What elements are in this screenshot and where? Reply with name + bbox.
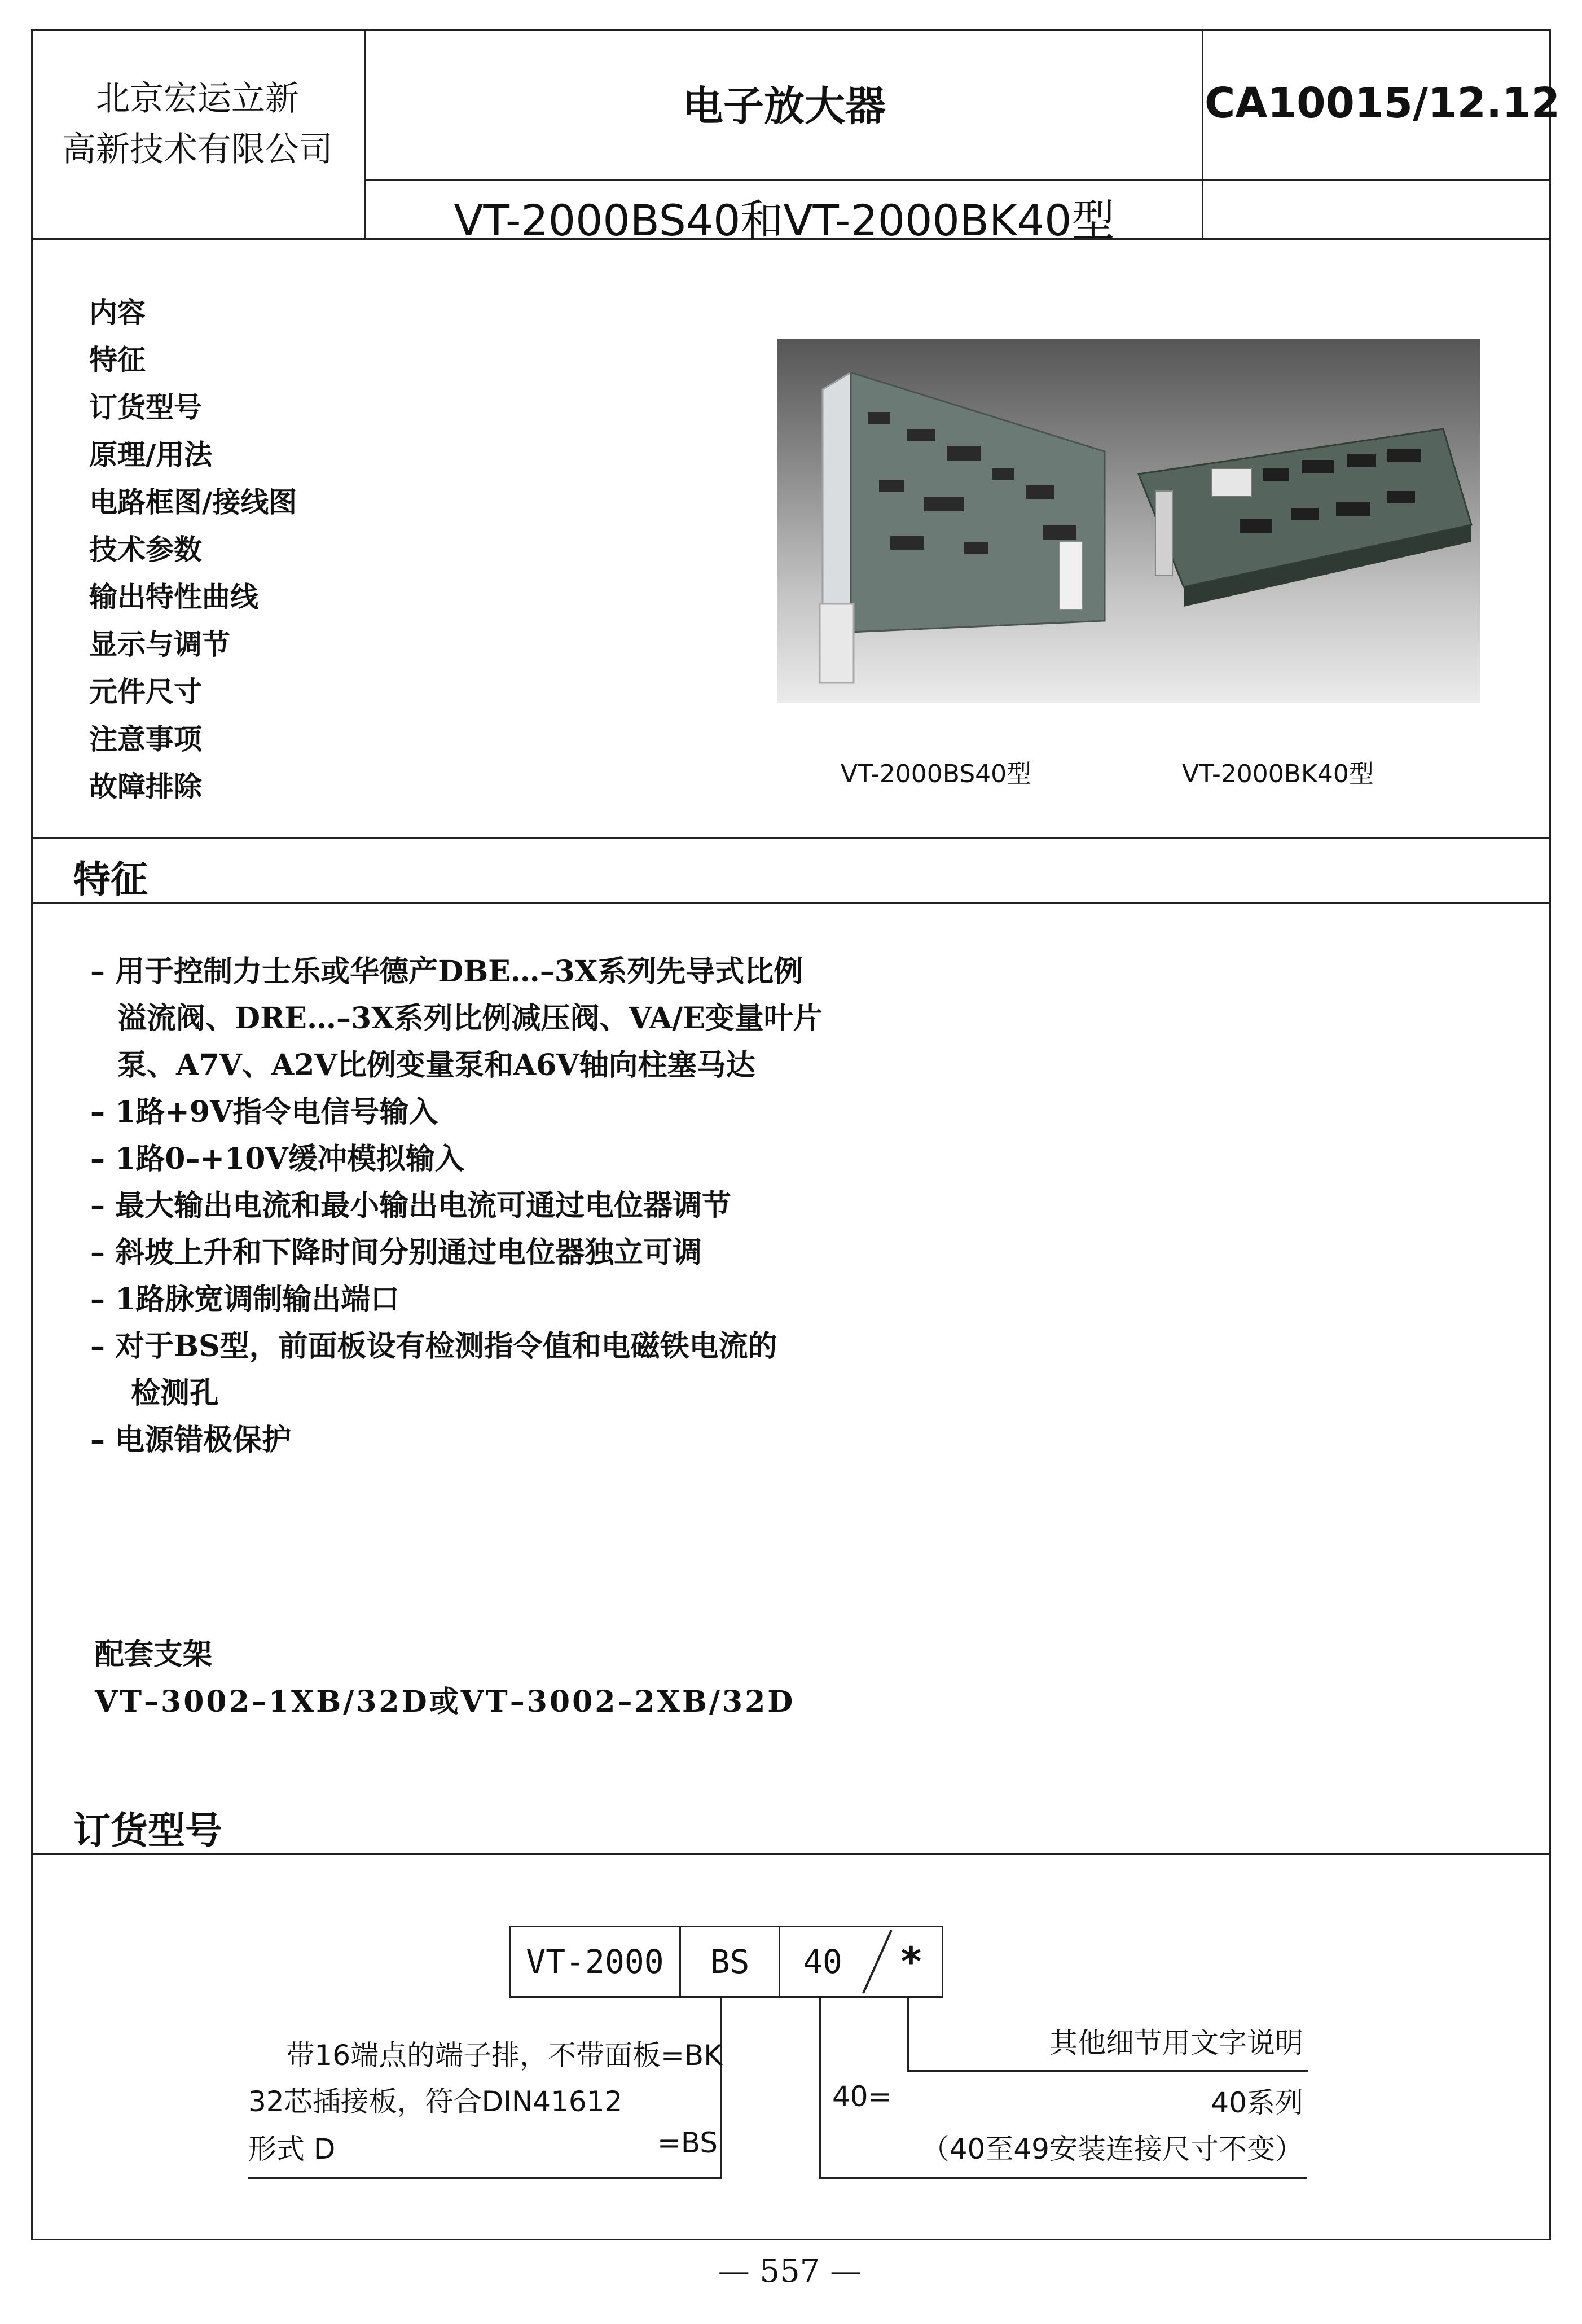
version-legend-value: 40系列 [1211,2086,1303,2119]
company-line-1: 北京宏运立新 [96,79,299,119]
code-part-version: 40 [803,1942,842,1981]
feature-line: – 1路脉宽调制输出端口 [90,1282,400,1317]
product-photo [777,339,1480,703]
model-title: VT-2000BS40和VT-2000BK40型 [454,195,1115,245]
feature-line: – 最大输出电流和最小输出电流可通过电位器调节 [90,1189,732,1223]
connector-version-down [819,1998,821,2178]
code-part-other: * [899,1939,924,1985]
feature-line: – 用于控制力士乐或华德产DBE…–3X系列先导式比例 [90,954,803,989]
photo-caption-bs40: VT-2000BS40型 [841,760,1032,788]
company-name [34,73,361,175]
header-divider-1 [364,29,366,239]
contents-item: 注意事项 [89,722,202,756]
code-slash [852,1924,897,1998]
feature-line: – 1路0–+10V缓冲模拟输入 [90,1142,464,1176]
code-part-type: BS [710,1942,750,1981]
contents-item: 显示与调节 [89,628,230,661]
rack-info [95,1631,795,1726]
version-legend-key: 40= [832,2080,892,2113]
contents-list [89,289,297,810]
header-row-divider [364,179,1549,181]
document-code: CA10015/12.12 [1205,79,1561,128]
type-legend-line-2: 32芯插接板，符合DIN41612 [248,2085,623,2118]
product-photo-drawing [777,339,1480,703]
feature-line: 检测孔 [131,1376,219,1410]
features-list [90,948,823,1463]
connector-type-down [720,1998,722,2178]
document-title: 电子放大器 [682,82,886,130]
features-top-line [31,837,1551,839]
contents-item: 原理/用法 [89,438,213,471]
contents-item: 元件尺寸 [89,675,202,708]
feature-line: 泵、A7V、A2V比例变量泵和A6V轴向柱塞马达 [117,1048,755,1082]
connector-other-bottom [907,2070,1308,2072]
contents-item: 订货型号 [89,391,202,424]
feature-line: – 对于BS型，前面板设有检测指令值和电磁铁电流的 [90,1329,777,1363]
type-legend-line-1: 带16端点的端子排，不带面板=BK [286,2039,722,2072]
company-line-2: 高新技术有限公司 [62,130,333,169]
feature-line: – 电源错极保护 [90,1423,292,1457]
rack-models: VT–3002–1XB/32D或VT–3002–2XB/32D [95,1685,796,1719]
feature-line: 溢流阀、DRE…–3X系列比例减压阀、VA/E变量叶片 [117,1001,823,1036]
ordering-heading: 订货型号 [73,1809,222,1852]
header-divider-2 [1202,29,1203,239]
contents-item: 输出特性曲线 [89,580,258,613]
code-part-series: VT-2000 [526,1942,664,1981]
photo-caption-bk40: VT-2000BK40型 [1182,760,1374,788]
contents-item: 技术参数 [89,533,202,566]
features-heading-line [31,902,1551,904]
page-number: — 557 — [718,2253,862,2290]
connector-other-down [907,1998,909,2071]
type-legend-line-3-label: 形式 D [248,2133,336,2165]
feature-line: – 斜坡上升和下降时间分别通过电位器独立可调 [90,1235,702,1270]
contents-item: 特征 [89,343,146,376]
contents-item: 内容 [89,296,146,329]
contents-item: 电路框图/接线图 [89,485,297,519]
version-legend-note: （40至49安装连接尺寸不变） [921,2133,1303,2165]
type-legend-line-3-value: =BS [657,2126,718,2159]
connector-type-bottom [248,2177,722,2179]
features-heading: 特征 [73,858,148,901]
contents-item: 故障排除 [89,770,202,803]
feature-line: – 1路+9V指令电信号输入 [90,1095,438,1129]
connector-version-bottom [819,2177,1307,2179]
other-details-legend: 其他细节用文字说明 [1049,2027,1303,2059]
ordering-heading-line [31,1853,1551,1855]
rack-label: 配套支架 [95,1637,213,1672]
